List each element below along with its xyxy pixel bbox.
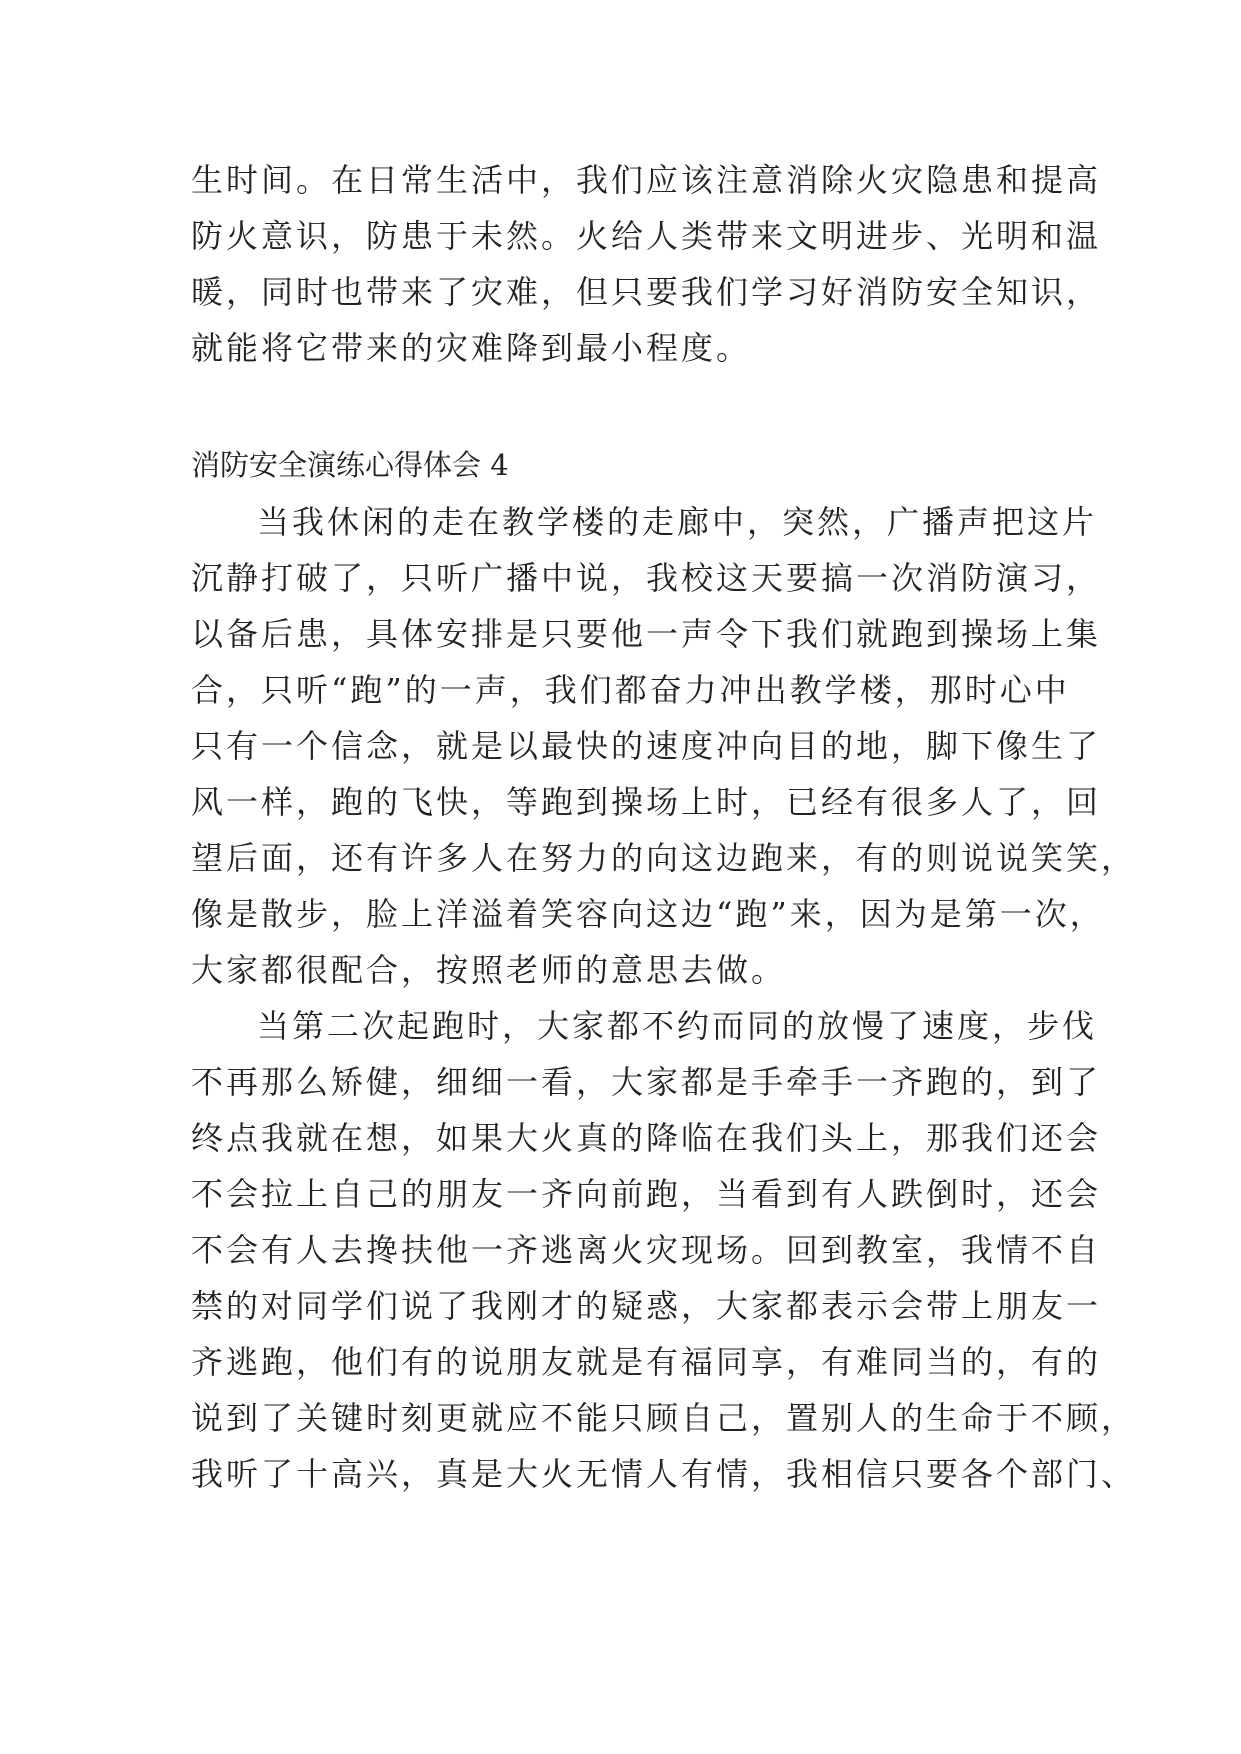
text-line: 不会拉上自己的朋友一齐向前跑，当看到有人跌倒时，还会 xyxy=(191,1175,1102,1213)
text-line: 防火意识，防患于未然。火给人类带来文明进步、光明和温 xyxy=(191,217,1102,255)
text-line: 以备后患，具体安排是只要他一声令下我们就跑到操场上集 xyxy=(191,615,1102,653)
text-line: 齐逃跑，他们有的说朋友就是有福同享，有难同当的，有的 xyxy=(191,1343,1102,1381)
text-line: 当第二次起跑时，大家都不约而同的放慢了速度，步伐 xyxy=(257,1007,1098,1045)
section-title: 消防安全演练心得体会 4 xyxy=(191,448,509,482)
text-line: 暖，同时也带来了灾难，但只要我们学习好消防安全知识， xyxy=(191,273,1102,311)
text-line: 我听了十高兴，真是大火无情人有情，我相信只要各个部门、 xyxy=(191,1455,1137,1493)
text-line: 只有一个信念，就是以最快的速度冲向目的地，脚下像生了 xyxy=(191,727,1102,765)
paragraph-2 xyxy=(191,998,1137,1502)
text-line: 终点我就在想，如果大火真的降临在我们头上，那我们还会 xyxy=(191,1119,1102,1157)
text-line: 不会有人去搀扶他一齐逃离火灾现场。回到教室，我情不自 xyxy=(191,1231,1102,1269)
text-line: 生时间。在日常生活中，我们应该注意消除火灾隐患和提高 xyxy=(191,161,1102,199)
document-body xyxy=(191,152,1137,1502)
text-line: 大家都很配合，按照老师的意思去做。 xyxy=(191,951,787,989)
text-line: 像是散步，脸上洋溢着笑容向这边“跑”来，因为是第一次， xyxy=(191,895,1105,933)
text-line: 合，只听“跑”的一声，我们都奋力冲出教学楼，那时心中 xyxy=(191,671,1070,709)
text-line: 禁的对同学们说了我刚才的疑惑，大家都表示会带上朋友一 xyxy=(191,1287,1102,1325)
text-line: 不再那么矫健，细细一看，大家都是手牵手一齐跑的，到了 xyxy=(191,1063,1102,1101)
text-line: 就能将它带来的灾难降到最小程度。 xyxy=(191,329,752,367)
intro-paragraph xyxy=(191,152,1102,376)
text-line: 望后面，还有许多人在努力的向这边跑来，有的则说说笑笑， xyxy=(191,839,1137,877)
paragraph-gap xyxy=(191,376,1051,436)
text-line: 沉静打破了，只听广播中说，我校这天要搞一次消防演习， xyxy=(191,559,1102,597)
text-line: 说到了关键时刻更就应不能只顾自己，置别人的生命于不顾， xyxy=(191,1399,1137,1437)
text-line: 当我休闲的走在教学楼的走廊中，突然，广播声把这片 xyxy=(257,503,1098,541)
paragraph-1 xyxy=(191,494,1137,998)
text-line: 风一样，跑的飞快，等跑到操场上时，已经有很多人了，回 xyxy=(191,783,1102,821)
